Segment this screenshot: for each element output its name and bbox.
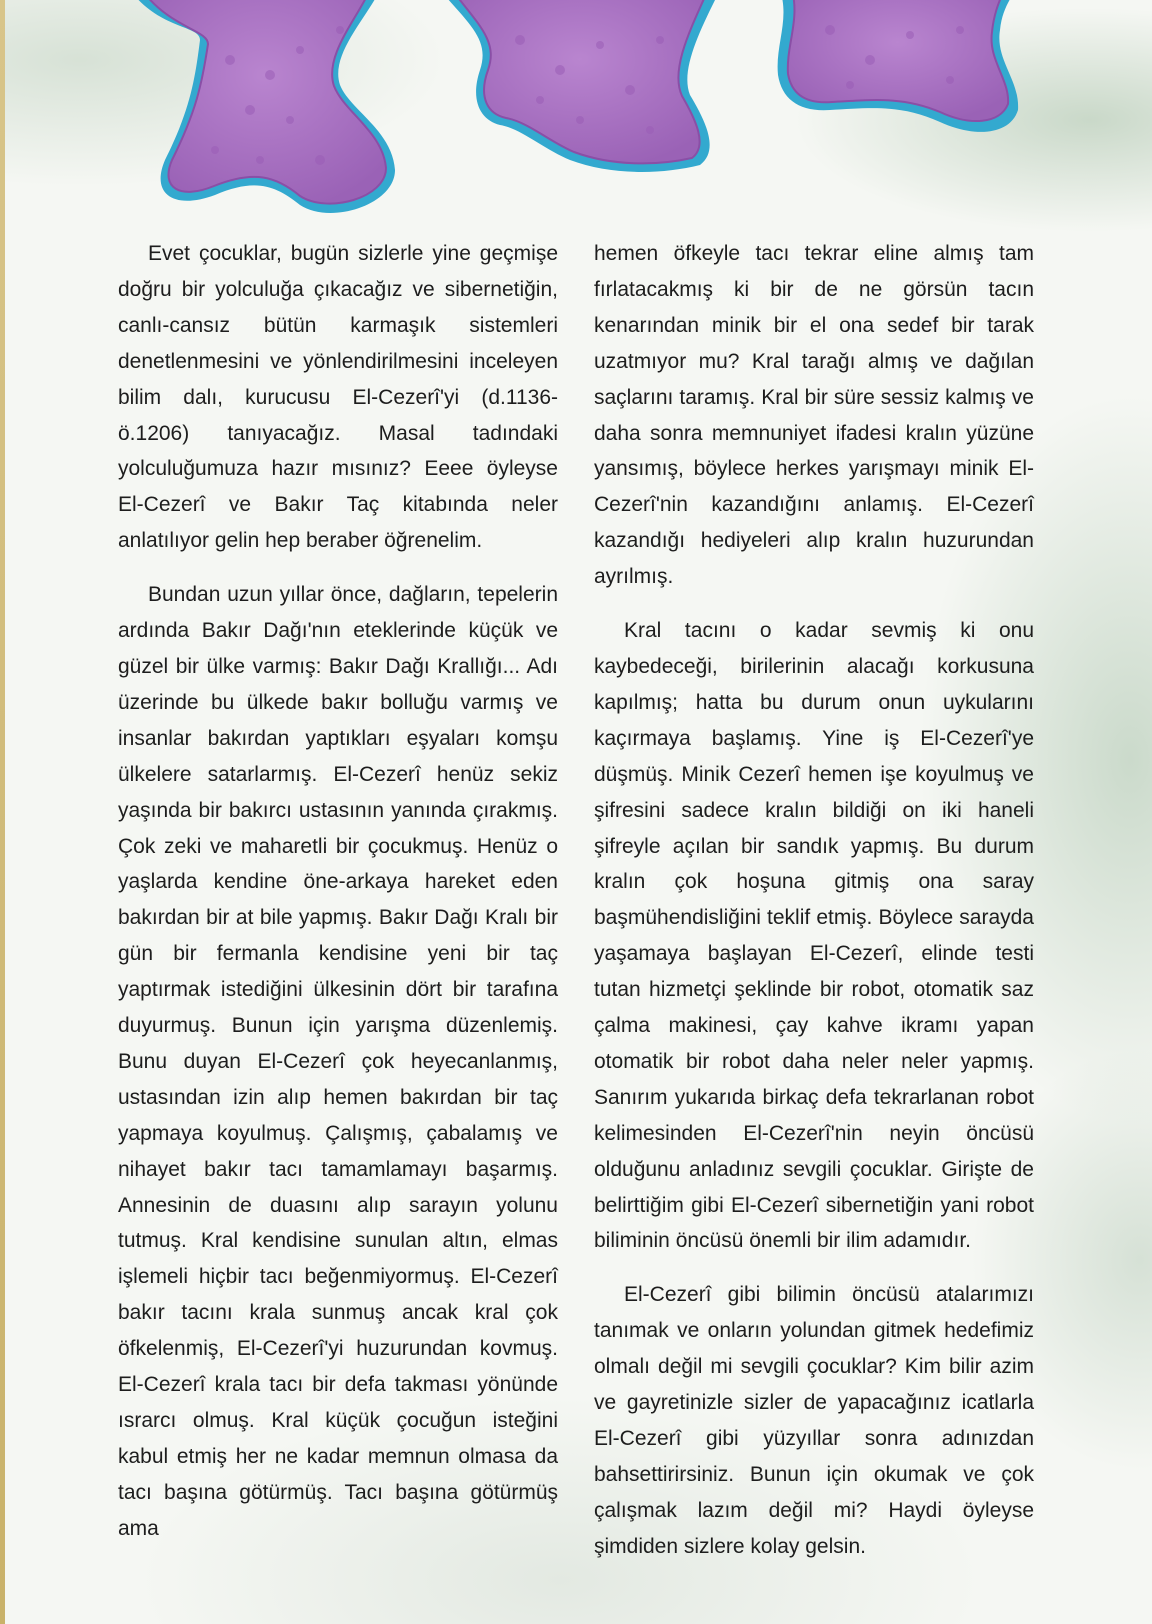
paragraph-chest-and-robots: Kral tacını o kadar sevmiş ki onu kaybedeceği, birilerinin alacağı korkusuna kapılmış; hatta bu durum onun uykularını kaçırmaya başlamış. Yine iş El-Cezerî'ye düşmüş. Minik Cezerî hemen işe koyulmuş ve şifresini sadece kralın bildiği on iki haneli şifreyle açılan bir sandık yapmış. Bu durum kralın çok hoşuna gitmiş ona saray başmühendisliğini teklif etmiş. Böylece sarayda yaşamaya başlayan El-Cezerî, elinde testi tutan hizmetçi şeklinde bir robot, otomatik saz çalma makinesi, çay kahve ikramı yapan otomatik bir robot daha neler neler yapmış. Sanırım yukarıda birkaç defa tekrarlanan robot kelimesinden El-Cezerî'nin neyin öncüsü olduğunu anladınız sevgili çocuklar. Girişte de belirttiğim gibi El-Cezerî sibernetiğin yani robot biliminin öncüsü önemli bir ilim adamıdır. [594,619,1034,1253]
paragraph-closing: El-Cezerî gibi bilimin öncüsü atalarımızı tanımak ve onların yolundan gitmek hedefimiz olmalı değil mi sevgili çocuklar? Kim bilir azim ve gayretinizle sizler de yapacağınız icatlarla El-Cezerî gibi yüzyıllar sonra adınızdan bahsettirirsiniz. Bunun için okumak ve çok çalışmak lazım değil mi? Haydi öyleyse şimdiden sizlere kolay gelsin. [594,1283,1034,1558]
starfish-decoration [0,0,1152,215]
starfish-icon-left [130,0,395,213]
paragraph-story-start: Bundan uzun yıllar önce, dağların, tepelerin ardında Bakır Dağı'nın eteklerinde küçük ve güzel bir ülke varmış: Bakır Dağı Krallığı... Adı üzerinde bu ülkede bakır bolluğu varmış ve insanlar bakırdan yaptıkları eşyaları komşu ülkelere satarlarmış. El-Cezerî henüz sekiz yaşında bir bakırcı ustasının yanında çırakmış. Çok zeki ve maharetli bir çocukmuş. Henüz o yaşlarda kendine öne-arkaya hareket eden bakırdan bir at bile yapmış. Bakır Dağı Kralı bir gün bir fermanla kendisine yeni bir taç yaptırmak istediğini ülkesinin dört bir tarafına duyurmuş. Bunun için yarışma düzenlemiş. Bunu duyan El-Cezerî çok heyecanlanmış, ustasından izin alıp hemen bakırdan bir taç yapmaya koyulmuş. Çalışmış, çabalamış ve nihayet bakır tacı tamamlamayı başarmış. Annesinin de duasını alıp sarayın yolunu tutmuş. Kral kendisine sunulan altın, elmas işlemeli hiçbir tacı beğenmiyormuş. El-Cezerî bakır tacını krala sunmuş ancak kral çok öfkelenmiş, El-Cezerî'yi huzurundan kovmuş. El-Cezerî krala tacı bir defa takması yönünde ısrarcı olmuş. Kral küçük çocuğun isteğini kabul etmiş her ne kadar memnun olmasa da tacı başına götürmüş. Tacı başına götürmüş ama [118,583,558,1540]
paragraph-intro: Evet çocuklar, bugün sizlerle yine geçmişe doğru bir yolculuğa çıkacağız ve sibernetiğin, canlı-cansız bütün karmaşık sistemleri denetlenmesini ve yönlendirilmesini inceleyen bilim dalı, kurucusu El-Cezerî'yi (d.1136-ö.1206) tanıyacağız. Masal tadındaki yolculuğumuza hazır mısınız? Eeee öyleyse El-Cezerî ve Bakır Taç kitabında neler anlatılıyor gelin hep beraber öğrenelim. [118,242,558,553]
text-column-right [594,236,1034,1583]
starfish-icon-right [778,0,1019,132]
starfish-icon-middle [440,0,720,172]
text-column-left [118,236,558,1565]
paragraph-story-continued: hemen öfkeyle tacı tekrar eline almış tam fırlatacakmış ki bir de ne görsün tacın kenarından minik bir el ona sedef bir tarak uzatmıyor mu? Kral tarağı almış ve dağılan saçlarını taramış. Kral bir süre sessiz kalmış ve daha sonra memnuniyet ifadesi kralın yüzüne yansımış, böylece herkes yarışmayı minik El-Cezerî'nin kazandığını anlamış. El-Cezerî kazandığı hediyeleri alıp kralın huzurundan ayrılmış. [594,242,1034,589]
page-edge-line [0,0,5,1624]
